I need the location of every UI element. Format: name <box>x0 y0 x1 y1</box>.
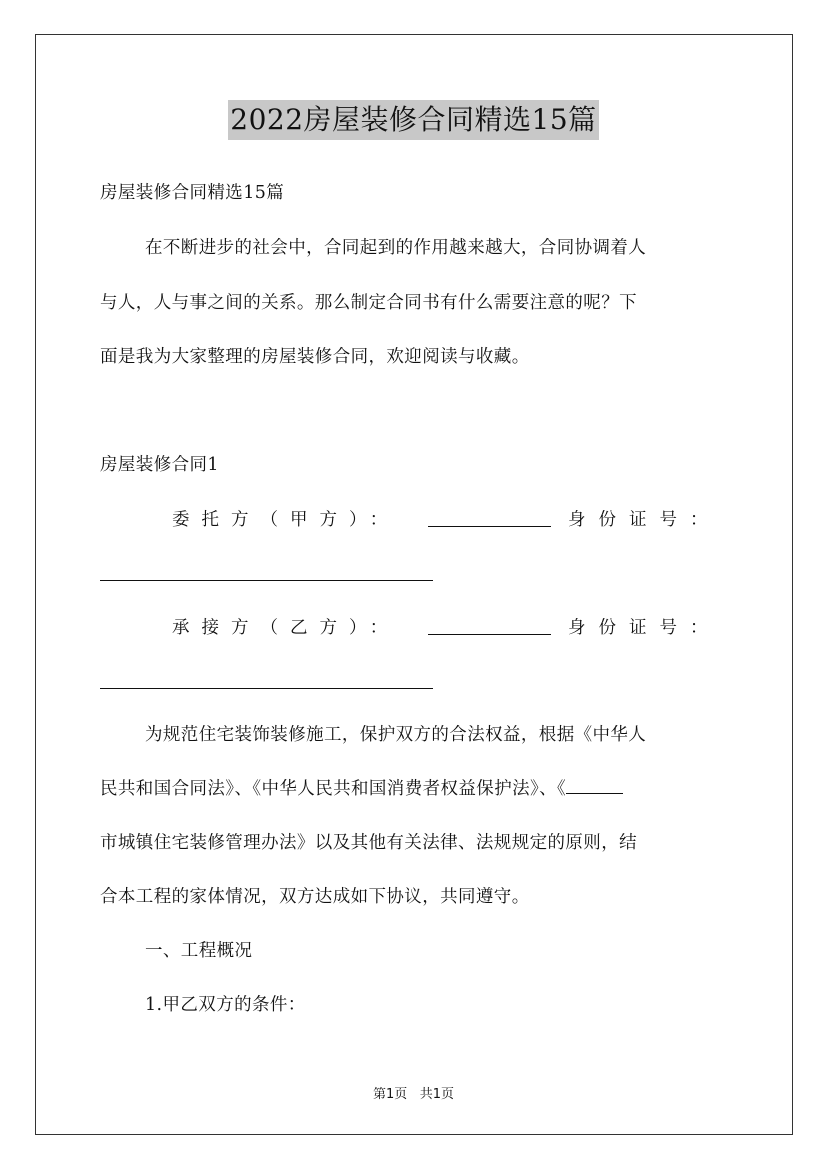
party-b-name-blank[interactable] <box>428 618 551 635</box>
party-b-id-label: 身份证号： <box>568 618 721 638</box>
clause-line-1: 为规范住宅装饰装修施工，保护双方的合法权益，根据《中华人 <box>145 725 647 745</box>
section-heading: 房屋装修合同1 <box>100 455 219 475</box>
clause-line-2 <box>100 777 727 801</box>
item-party-conditions: 1.甲乙双方的条件： <box>145 995 306 1015</box>
footer-page: 第1页 <box>373 1087 408 1102</box>
party-a-id-label: 身份证号： <box>568 510 721 530</box>
party-b-label: 承接方（乙方）： <box>172 618 400 638</box>
footer-total: 共1页 <box>419 1087 454 1102</box>
intro-line-2: 与人，人与事之间的关系。那么制定合同书有什么需要注意的呢？下 <box>100 293 637 313</box>
subtitle: 房屋装修合同精选15篇 <box>100 183 285 203</box>
city-blank[interactable] <box>566 777 623 794</box>
heading-engineering-overview: 一、工程概况 <box>145 941 253 961</box>
title-container <box>0 100 827 140</box>
party-a-name-blank[interactable] <box>428 510 551 527</box>
clause-line-2-text: 民共和国合同法》、《中华人民共和国消费者权益保护法》、《 <box>100 779 567 799</box>
clause-line-3: 市城镇住宅装修管理办法》以及其他有关法律、法规规定的原则，结 <box>100 833 637 853</box>
party-b-id-blank[interactable] <box>100 688 433 689</box>
document-title: 2022房屋装修合同精选15篇 <box>228 100 598 140</box>
party-a-id-blank[interactable] <box>100 580 433 581</box>
page-footer <box>0 1083 827 1102</box>
clause-line-4: 合本工程的家体情况，双方达成如下协议，共同遵守。 <box>100 887 530 907</box>
intro-line-1: 在不断进步的社会中，合同起到的作用越来越大，合同协调着人 <box>145 238 647 258</box>
intro-line-3: 面是我为大家整理的房屋装修合同，欢迎阅读与收藏。 <box>100 347 530 367</box>
party-a-label: 委托方（甲方）： <box>172 510 400 530</box>
